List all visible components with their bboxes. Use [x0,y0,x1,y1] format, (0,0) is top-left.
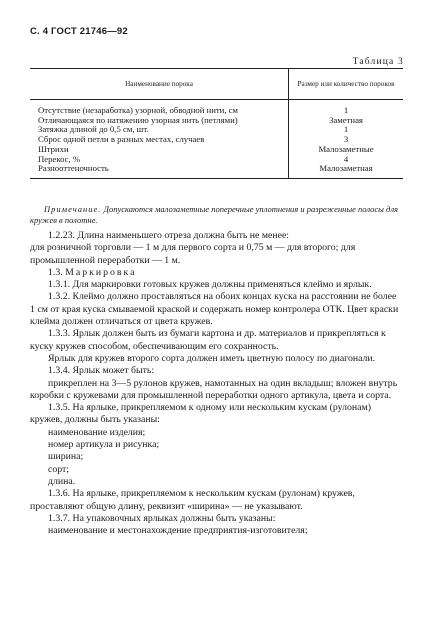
paragraph: 1.3.1. Для маркировки готовых кружев должны применяться клеймо и ярлык. [48,279,372,291]
defect-cell: Отсутствие (незаработка) узорной, обводной нити, см [38,105,239,115]
paragraph: для розничной торговли — 1 м для первого сорта и 0,75 м — для второго; для промышленной переработки — 1 м. [30,242,356,266]
value-cell: 1 [289,125,404,135]
defect-cell: Сброс одной петли в разных местах, случаев [38,134,205,145]
note-text: Допускаются малозаметные поперечные уплотнения и разреженные полосы для кружев в полотне. [30,204,398,225]
paragraph: прикреплен на 3—5 рулонов кружев, намотанных на один вкладыш; вложен внутрь коробки с кружевами для промышленной переработки одного артикула, цвета и сорта. [30,377,398,401]
column-header-value: Размер или количество пороков [289,69,404,100]
value-cell: 4 [289,155,404,165]
list-item: наименование изделия; [48,426,146,438]
defect-cell: Затяжка длиной до 0,5 см, шт. [38,124,149,135]
running-head: С. 4 ГОСТ 21746—92 [30,26,128,37]
paragraph: 1.3.3. Ярлык должен быть из бумаги картона и др. материалов и прикрепляться к куску кружев способом, обеспечивающим его сохранность. [30,328,386,352]
body-text [30,230,403,537]
defect-cell: Штрихи [38,143,69,154]
list-item: номер артикула и рисунка; [48,439,160,451]
list-item: сорт; [48,463,70,475]
value-cell: Заметная [289,116,404,126]
section-number: 1.3. [48,266,63,278]
paragraph: 1.3.5. На ярлыке, прикрепляемом к одному или нескольким кускам (рулонам) кружев, должны быть указаны: [30,402,371,426]
note-label: Примечание. [44,204,102,214]
paragraph: 1.2.23. Длина наименьшего отреза должна быть не менее: [48,230,290,241]
paragraph: 1.3.2. Клеймо должно проставляться на обоих концах куска на расстоянии не более 1 см от края куска смываемой краской и содержать номер контролера ОТК. Цвет краски клейма должен отличаться от цвета кружев. [30,291,399,328]
column-header-defect: Наименование порока [30,69,289,100]
section-heading [30,267,403,279]
defect-cell: Перекос, % [38,153,81,164]
list-item: ширина; [48,451,84,463]
list-item: длина. [48,475,76,487]
paragraph: наименование и местонахождение предприятия-изготовителя; [48,525,308,537]
value-cell: 1 [289,100,404,116]
value-cell: Малозаметные [289,145,404,155]
table-header-row [30,69,403,100]
table-note [30,204,402,225]
table-row [30,164,403,178]
value-cell: 3 [289,135,404,145]
defects-table [30,68,403,179]
defect-cell: Разнооттеночность [30,164,289,178]
table-row [30,100,403,116]
table-caption: Таблица 3 [352,57,404,67]
value-cell: Малозаметная [289,164,404,178]
paragraph: 1.3.6. На ярлыке, прикрепляемом к нескольким кускам (рулонам) кружев, проставляют общую длину, реквизит «ширина» — не указывают. [30,488,355,512]
defect-cell: Отличающаяся по натяжению узорная нить (петлями) [38,114,238,125]
section-title: Маркировка [65,266,137,278]
paragraph: 1.3.7. На упаковочных ярлыках должны быть указаны: [48,512,276,524]
paragraph: 1.3.4. Ярлык может быть: [48,365,155,377]
paragraph: Ярлык для кружев второго сорта должен иметь цветную полосу по диагонали. [48,352,376,364]
